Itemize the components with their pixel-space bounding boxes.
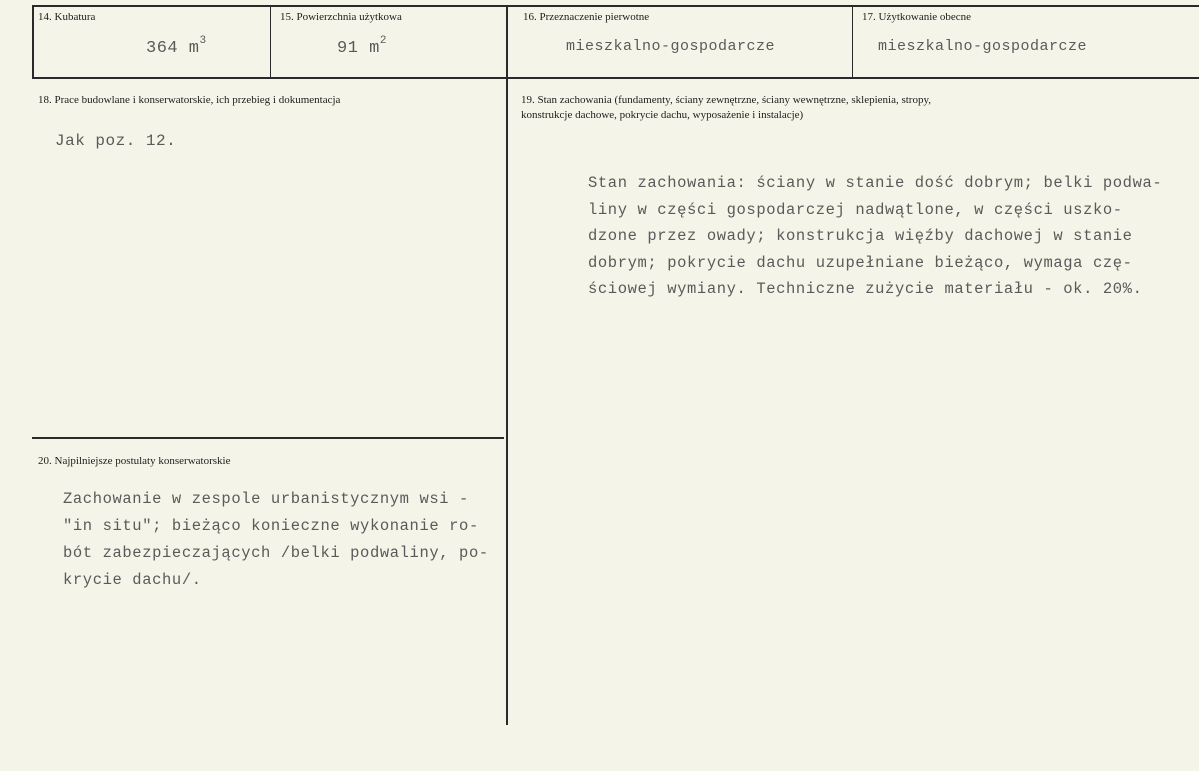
stan-line: dobrym; pokrycie dachu uzupełniane bieżąco, wymaga czę- — [588, 253, 1133, 272]
col1-divider — [270, 5, 271, 78]
uzytkowanie-value: mieszkalno-gospodarcze — [878, 38, 1088, 55]
stan-line: Stan zachowania: ściany w stanie dość dobrym; belki podwa- — [588, 174, 1163, 192]
stan-label-line1: 19. Stan zachowania (fundamenty, ściany zewnętrzne, ściany wewnętrzne, sklepienia, stropy, — [521, 94, 932, 106]
top-rule — [32, 5, 1199, 7]
left-border — [32, 5, 34, 79]
row1-bottom-rule — [32, 77, 1199, 79]
uzytkowanie-label: 17. Użytkowanie obecne — [862, 11, 972, 23]
prace-value: Jak poz. 12. — [55, 132, 177, 150]
stan-line: ściowej wymiany. Techniczne zużycie materiału - ok. 20%. — [588, 280, 1143, 298]
prace-label: 18. Prace budowlane i konserwatorskie, ich przebieg i dokumentacja — [38, 94, 341, 106]
postulaty-line: krycie dachu/. — [63, 571, 202, 589]
powierzchnia-label: 15. Powierzchnia użytkowa — [280, 11, 402, 23]
postulaty-text — [63, 486, 489, 594]
postulaty-line: "in situ"; bieżąco konieczne wykonanie ro- — [63, 517, 479, 535]
stan-line: liny w części gospodarczej nadwątlone, w części uszko- — [588, 200, 1123, 219]
postulaty-line: Zachowanie w zespole urbanistycznym wsi - — [63, 490, 469, 508]
stan-label-line2: konstrukcje dachowe, pokrycie dachu, wyposażenie i instalacje) — [521, 109, 804, 121]
postulaty-label: 20. Najpilniejsze postulaty konserwatorskie — [38, 455, 231, 467]
col3-divider — [852, 5, 853, 78]
kubatura-label: 14. Kubatura — [38, 11, 96, 23]
stan-text — [588, 170, 1162, 303]
col2-divider — [506, 5, 508, 725]
przeznaczenie-label: 16. Przeznaczenie pierwotne — [523, 11, 650, 23]
kubatura-value: 364 $m^3$ — [146, 35, 207, 58]
powierzchnia-value: 91 $m^2$ — [337, 35, 387, 58]
postulaty-line: bót zabezpieczających /belki podwaliny, po- — [63, 544, 489, 562]
stan-line: dzone przez owady; konstrukcja więźby dachowej w stanie — [588, 227, 1133, 245]
przeznaczenie-value: mieszkalno-gospodarcze — [566, 38, 776, 55]
row2-split-rule — [32, 437, 504, 439]
